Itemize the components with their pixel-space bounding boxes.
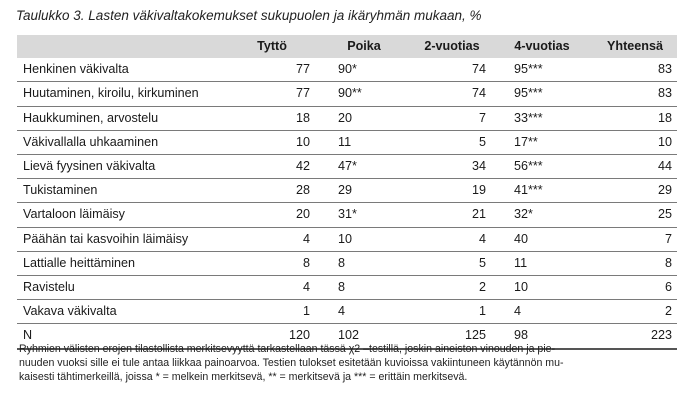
row-label: Huutaminen, kiroilu, kirkuminen [23, 86, 199, 101]
cell-yhteensa: 83 [657, 86, 672, 101]
cell-poika: 47* [338, 159, 357, 174]
header-tytto: Tyttö [257, 39, 287, 53]
cell-yhteensa: 8 [664, 255, 672, 270]
cell-4-vuotias: 10 [514, 280, 529, 295]
table-row [17, 155, 677, 179]
row-label: Päähän tai kasvoihin läimäisy [23, 231, 189, 246]
cell-2-vuotias: 34 [471, 159, 486, 174]
cell-poika: 29 [338, 183, 353, 198]
cell-yhteensa: 83 [657, 62, 672, 77]
cell-4-vuotias: 41*** [514, 183, 543, 198]
cell-tytto: 4 [302, 231, 310, 246]
cell-4-vuotias: 17** [514, 134, 538, 149]
cell-tytto: 77 [295, 62, 310, 77]
cell-tytto: 10 [295, 134, 310, 149]
row-label: Vakava väkivalta [23, 304, 117, 319]
table-caption: Taulukko 3. Lasten väkivaltakokemukset sukupuolen ja ikäryhmän mukaan, % [16, 8, 482, 23]
cell-tytto: 1 [302, 304, 310, 319]
table-row [17, 106, 677, 130]
table-row [17, 58, 677, 82]
cell-2-vuotias: 1 [478, 304, 486, 319]
cell-2-vuotias: 19 [471, 183, 486, 198]
table-row [17, 82, 677, 106]
cell-tytto: 20 [295, 207, 310, 222]
cell-yhteensa: 25 [657, 207, 672, 222]
cell-4-vuotias: 95*** [514, 62, 543, 77]
row-label: Haukkuminen, arvostelu [23, 110, 159, 125]
cell-tytto: 8 [302, 255, 310, 270]
cell-2-vuotias: 7 [478, 110, 486, 125]
cell-2-vuotias: 5 [478, 134, 486, 149]
cell-poika: 11 [338, 134, 352, 149]
cell-poika: 4 [338, 304, 346, 319]
cell-poika: 90** [338, 86, 362, 101]
cell-4-vuotias: 11 [514, 255, 528, 270]
table-header-row [17, 35, 677, 58]
header-category [17, 35, 234, 58]
cell-4-vuotias: 40 [514, 231, 529, 246]
table-row [17, 130, 677, 154]
table-row [17, 179, 677, 203]
cell-4-vuotias: 4 [514, 304, 522, 319]
row-label: Vartaloon läimäisy [23, 207, 125, 222]
cell-yhteensa: 44 [657, 159, 672, 174]
cell-poika: 8 [338, 255, 346, 270]
table-row [17, 203, 677, 227]
header-poika: Poika [347, 39, 381, 53]
table-footnote [19, 342, 679, 384]
cell-tytto: 42 [295, 159, 310, 174]
cell-4-vuotias: 56*** [514, 159, 543, 174]
cell-tytto: 18 [295, 110, 310, 125]
table-row [17, 227, 677, 251]
cell-yhteensa: 18 [657, 110, 672, 125]
cell-2-vuotias: 74 [471, 86, 486, 101]
cell-2-vuotias: 4 [478, 231, 486, 246]
cell-tytto: 4 [302, 280, 310, 295]
cell-poika: 20 [338, 110, 353, 125]
cell-yhteensa: 29 [657, 183, 672, 198]
cell-yhteensa: 7 [664, 231, 672, 246]
cell-poika: 102 [338, 328, 360, 343]
cell-4-vuotias: 98 [514, 328, 529, 343]
cell-poika: 31* [338, 207, 357, 222]
footnote-line: kaisesti tähtimerkeillä, joissa * = melkein merkitsevä, ** = merkitsevä ja *** = erittäin merkitsevä. [19, 371, 468, 383]
row-label: N [23, 328, 33, 343]
cell-4-vuotias: 95*** [514, 86, 543, 101]
cell-yhteensa: 223 [650, 328, 672, 343]
row-label: Tukistaminen [23, 183, 98, 198]
cell-yhteensa: 2 [664, 304, 672, 319]
row-label: Ravistelu [23, 280, 75, 295]
cell-2-vuotias: 74 [471, 62, 486, 77]
cell-2-vuotias: 125 [464, 328, 486, 343]
violence-table [17, 35, 677, 350]
cell-tytto: 77 [295, 86, 310, 101]
table-row [17, 300, 677, 324]
cell-2-vuotias: 21 [471, 207, 486, 222]
cell-tytto: 28 [295, 183, 310, 198]
cell-yhteensa: 6 [664, 280, 672, 295]
cell-poika: 10 [338, 231, 353, 246]
table-row [17, 251, 677, 275]
cell-tytto: 120 [288, 328, 310, 343]
cell-poika: 8 [338, 280, 346, 295]
table-row [17, 276, 677, 300]
cell-2-vuotias: 2 [478, 280, 486, 295]
header-yhteensa: Yhteensä [607, 39, 663, 53]
cell-4-vuotias: 32* [514, 207, 533, 222]
footnote-line: nuuden vuoksi sille ei tule antaa liikkaa painoarvoa. Testien tulokset esitetään kuvioissa vakiintuneen käytännön mu- [19, 357, 564, 369]
cell-4-vuotias: 33*** [514, 110, 543, 125]
row-label: Lattialle heittäminen [23, 255, 136, 270]
row-label: Lievä fyysinen väkivalta [23, 159, 156, 174]
cell-poika: 90* [338, 62, 357, 77]
cell-2-vuotias: 5 [478, 255, 486, 270]
header-2-vuotias: 2-vuotias [424, 39, 480, 53]
header-4-vuotias: 4-vuotias [514, 39, 570, 53]
row-label: Henkinen väkivalta [23, 62, 129, 77]
row-label: Väkivallalla uhkaaminen [23, 134, 159, 149]
footnote-line: Ryhmien välisten erojen tilastollista merkitsevyyttä tarkastellaan tässä χ2 –testillä, joskin aineiston vinouden ja pie- [19, 343, 556, 355]
cell-yhteensa: 10 [657, 134, 672, 149]
